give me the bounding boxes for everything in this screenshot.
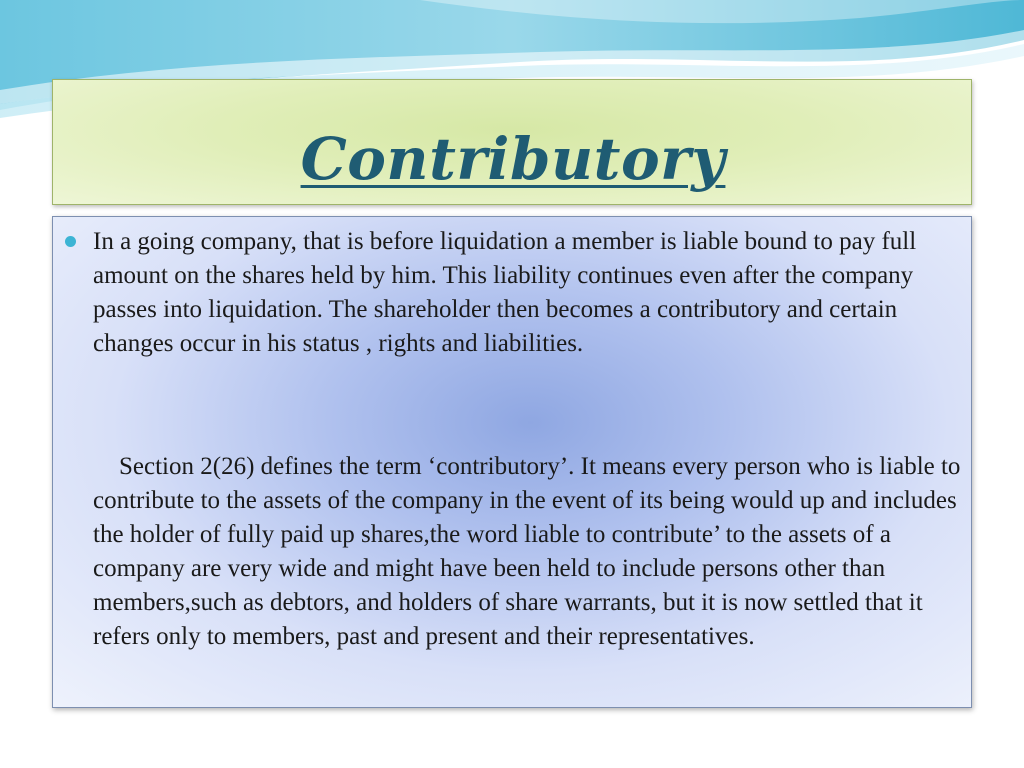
title-box [52,79,972,205]
slide-title: Contributory [300,125,726,193]
content-box [52,216,972,708]
paragraph-liability: In a going company, that is before liquidation a member is liable bound to pay full amount on the shares held by him. This liability continues even after the company passes into liquidation. The shareholder then becomes a contributory and certain changes occur in his status , rights and liabilities. [93,228,917,357]
paragraph-section-definition: Section 2(26) defines the term ‘contributory’. It means every person who is liable to contribute to the assets of the company in the event of its being would up and includes the holder of fully paid up shares,the word liable to contribute’ to the assets of a company are very wide and might have been held to include persons other than members,such as debtors, and holders of share warrants, but it is now settled that it refers only to members, past and present and their representatives. [93,453,961,650]
bullet-dot-icon [65,236,76,247]
